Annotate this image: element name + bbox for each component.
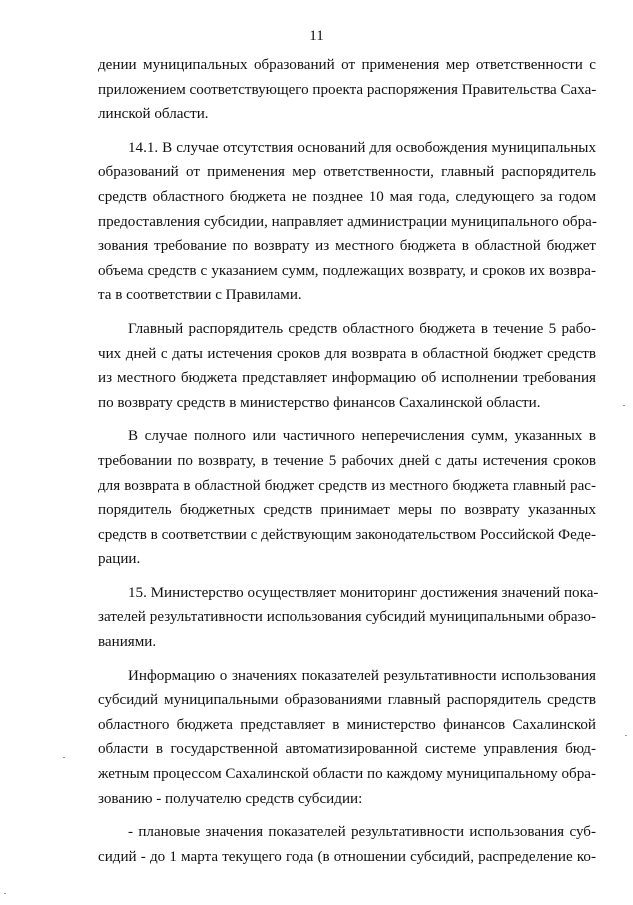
paragraph-gap — [98, 811, 596, 820]
paragraph — [98, 53, 596, 127]
text-line: требовании по возврату, в течение 5 рабочих дней с даты истечения сроков — [98, 452, 596, 469]
paragraph-gap — [98, 415, 596, 424]
text-line: Информацию о значениях показателей результативности использования — [128, 667, 596, 684]
paragraph — [98, 317, 596, 415]
text-line: 15. Министерство осуществляет мониторинг достижения значений пока- — [128, 584, 599, 601]
paragraph-gap — [98, 572, 596, 581]
text-line: объема средств с указанием сумм, подлежащих возврату, и сроков их возвра- — [98, 262, 596, 279]
text-line: - плановые значения показателей результативности использования суб- — [128, 824, 596, 841]
text-line: средств областного бюджета не позднее 10 мая года, следующего за годом — [98, 188, 596, 205]
text-line: образований от применения мер ответственности, главный распорядитель — [98, 164, 596, 181]
page-number: 11 — [309, 28, 324, 44]
text-line: рации. — [98, 551, 141, 568]
text-line: области в государственной автоматизированной системе управления бюд- — [98, 741, 596, 758]
scan-speck — [625, 735, 627, 736]
text-line: Главный распорядитель средств областного бюджета в течение 5 рабо- — [128, 320, 596, 337]
text-line: дении муниципальных образований от применения мер ответственности с — [98, 57, 596, 73]
document-body — [98, 53, 599, 869]
text-line: зателей результативности использования субсидий муниципальными образо- — [98, 609, 596, 626]
paragraph-gap — [98, 655, 596, 664]
paragraph — [98, 820, 596, 869]
text-line: для возврата в областной бюджет средств из местного бюджета главный рас- — [98, 477, 596, 494]
text-line: жетным процессом Сахалинской области по каждому муниципальному обра- — [98, 766, 596, 783]
text-line: субсидий муниципальными образованиями главный распорядитель средств — [98, 692, 596, 709]
paragraph — [98, 424, 596, 572]
text-line: сидий - до 1 марта текущего года (в отношении субсидий, распределение ко- — [98, 848, 596, 865]
text-line: чих дней с даты истечения сроков для возврата в областной бюджет средств — [98, 345, 596, 362]
paragraph-gap — [98, 308, 596, 317]
text-line: 14.1. В случае отсутствия оснований для освобождения муниципальных — [128, 139, 596, 156]
paragraph — [98, 664, 596, 812]
text-line: зованию - получателю средств субсидии: — [98, 790, 363, 807]
paragraph-gap — [98, 127, 596, 136]
text-line: по возврату средств в министерство финансов Сахалинской области. — [98, 394, 541, 411]
text-line: ваниями. — [98, 634, 157, 651]
text-line: зования требование по возврату из местного бюджета в областной бюджет — [98, 238, 596, 255]
text-line: В случае полного или частичного неперечисления сумм, указанных в — [128, 428, 596, 445]
text-line: та в соответствии с Правилами. — [98, 287, 302, 304]
scan-speck — [63, 757, 65, 758]
text-line: средств в соответствии с действующим законодательством Российской Феде- — [98, 526, 596, 543]
scan-speck — [623, 405, 625, 406]
text-line: областного бюджета представляет в министерство финансов Сахалинской — [98, 716, 596, 733]
text-line: порядитель бюджетных средств принимает меры по возврату указанных — [98, 502, 596, 519]
text-line: предоставления субсидии, направляет администрации муниципального обра- — [98, 213, 597, 230]
paragraph — [98, 136, 596, 308]
scan-speck — [4, 893, 6, 894]
text-line: приложением соответствующего проекта распоряжения Правительства Саха- — [98, 81, 597, 98]
text-line: линской области. — [98, 106, 209, 123]
paragraph — [98, 581, 599, 655]
text-line: из местного бюджета представляет информацию об исполнении требования — [98, 370, 596, 387]
